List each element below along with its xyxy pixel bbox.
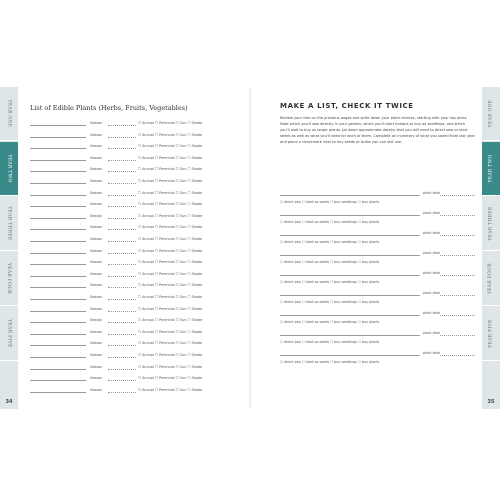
plant-type-checkboxes[interactable]: ☐ Annual ☐ Perennial ☐ Sun ☐ Shade [138, 225, 203, 230]
plan-entry [280, 290, 475, 310]
plant-row [30, 155, 245, 163]
plant-row [30, 364, 245, 372]
season-label: Season [90, 121, 103, 125]
plant-choice-line[interactable] [280, 295, 420, 296]
plant-name-line[interactable] [30, 311, 86, 312]
plant-type-checkboxes[interactable]: ☐ Annual ☐ Perennial ☐ Sun ☐ Shade [138, 318, 203, 323]
plan-entry [280, 230, 475, 250]
plant-date-line[interactable] [440, 215, 475, 216]
tab-label: YEAR FOUR [488, 262, 494, 295]
plant-date-label: plant date [423, 311, 440, 315]
plant-row [30, 224, 245, 232]
plant-row [30, 213, 245, 221]
right-page-number: 35 [487, 399, 495, 405]
plant-date-label: plant date [423, 251, 440, 255]
plant-name-line[interactable] [30, 322, 86, 323]
plant-choice-line[interactable] [280, 235, 420, 236]
season-label: Season [90, 271, 103, 276]
sowing-method-checkboxes[interactable]: ☐ direct sow ☐ start as seeds ☐ buy seedlings ☐ buy plants [280, 260, 380, 264]
plant-date-line[interactable] [440, 255, 475, 256]
season-label: Season [90, 213, 103, 218]
season-line[interactable] [108, 160, 136, 161]
book-gutter [249, 87, 251, 409]
season-line[interactable] [108, 148, 136, 149]
tab-label: YEAR TWO [6, 154, 12, 183]
plant-name-line[interactable] [30, 125, 86, 126]
plant-name-line[interactable] [30, 183, 86, 184]
season-line[interactable] [108, 299, 136, 300]
plant-date-line[interactable] [440, 275, 475, 276]
plant-type-checkboxes[interactable]: ☐ Annual ☐ Perennial ☐ Sun ☐ Shade [138, 295, 203, 299]
tab-label: YEAR ONE [6, 99, 12, 128]
season-line[interactable] [108, 229, 136, 230]
season-label: Season [90, 318, 103, 323]
left-tab-year-one[interactable] [0, 87, 18, 141]
season-line[interactable] [108, 137, 136, 138]
plant-type-checkboxes[interactable]: ☐ Annual ☐ Perennial ☐ Sun ☐ Shade [138, 190, 203, 195]
sowing-method-checkboxes[interactable]: ☐ direct sow ☐ start as seeds ☐ buy seedlings ☐ buy plants [280, 200, 380, 204]
plant-name-line[interactable] [30, 287, 86, 288]
season-line[interactable] [108, 125, 136, 126]
season-line[interactable] [108, 287, 136, 288]
plant-type-checkboxes[interactable]: ☐ Annual ☐ Perennial ☐ Sun ☐ Shade [138, 329, 203, 334]
plant-date-label: plant date [423, 271, 440, 275]
plant-name-line[interactable] [30, 206, 86, 207]
left-tab-year-two[interactable] [0, 142, 18, 196]
plant-row [30, 178, 245, 186]
plant-row [30, 271, 245, 279]
plan-entry [280, 350, 475, 370]
plant-type-checkboxes[interactable]: ☐ Annual ☐ Perennial ☐ Sun ☐ Shade [138, 341, 203, 346]
sowing-method-checkboxes[interactable]: ☐ direct sow ☐ start as seeds ☐ buy seedlings ☐ buy plants [280, 240, 380, 244]
left-year-tabs [0, 87, 18, 409]
plan-entry [280, 190, 475, 210]
plant-date-line[interactable] [440, 335, 475, 336]
plant-row [30, 201, 245, 209]
plant-name-line[interactable] [30, 369, 86, 370]
plant-type-checkboxes[interactable]: ☐ Annual ☐ Perennial ☐ Sun ☐ Shade [138, 283, 203, 288]
plant-name-line[interactable] [30, 392, 86, 393]
season-line[interactable] [108, 322, 136, 323]
left-page-number: 34 [5, 399, 13, 405]
season-line[interactable] [108, 345, 136, 346]
plant-type-checkboxes[interactable]: ☐ Annual ☐ Perennial ☐ Sun ☐ Shade [138, 167, 203, 172]
season-line[interactable] [108, 264, 136, 265]
plant-row [30, 306, 245, 314]
plant-row [30, 248, 245, 256]
plant-name-line[interactable] [30, 241, 86, 242]
plan-entry [280, 330, 475, 350]
season-label: Season [90, 376, 103, 381]
plant-row [30, 259, 245, 267]
plant-type-checkboxes[interactable]: ☐ Annual ☐ Perennial ☐ Sun ☐ Shade [138, 353, 203, 357]
plant-row [30, 132, 245, 140]
season-label: Season [90, 190, 103, 195]
left-tab-year-four[interactable] [0, 252, 18, 306]
plant-name-line[interactable] [30, 160, 86, 161]
plant-row [30, 340, 245, 348]
plant-row [30, 166, 245, 174]
plant-date-label: plant date [423, 291, 440, 295]
instructions-paragraph: Review your lists on the previous pages and write down your plant choices, starting with your top picks. Note which you'll sow directly in your garden, which you'll start indoors or buy as seedlings, and which you'll wait to buy as larger plants. Jot down approximate date(s) that you will need to direct sow or start seeds as well as what you'll need for each of them. Complete an inventory of what you saved from last year and place a checkmark next to any seeds or bulbs you can still use. [280, 116, 475, 144]
right-tab-year-five[interactable] [482, 307, 500, 361]
sowing-method-checkboxes[interactable]: ☐ direct sow ☐ start as seeds ☐ buy seedlings ☐ buy plants [280, 300, 380, 304]
plant-date-label: plant date [423, 231, 440, 235]
plan-entry [280, 250, 475, 270]
sowing-method-checkboxes[interactable]: ☐ direct sow ☐ start as seeds ☐ buy seedlings ☐ buy plants [280, 280, 380, 284]
tab-label: YEAR TWO [488, 154, 494, 183]
season-label: Season [90, 364, 103, 369]
season-line[interactable] [108, 334, 136, 335]
plant-row [30, 282, 245, 290]
plant-date-line[interactable] [440, 235, 475, 236]
plant-name-line[interactable] [30, 137, 86, 138]
plant-choice-line[interactable] [280, 275, 420, 276]
plant-name-line[interactable] [30, 357, 86, 358]
tab-label: YEAR FIVE [6, 319, 12, 348]
plant-type-checkboxes[interactable]: ☐ Annual ☐ Perennial ☐ Sun ☐ Shade [138, 155, 203, 160]
plant-row [30, 236, 245, 244]
season-line[interactable] [108, 311, 136, 312]
plant-name-line[interactable] [30, 380, 86, 381]
right-year-tabs [482, 87, 500, 409]
season-label: Season [90, 387, 103, 392]
sowing-method-checkboxes[interactable]: ☐ direct sow ☐ start as seeds ☐ buy seedlings ☐ buy plants [280, 340, 380, 344]
plant-date-line[interactable] [440, 355, 475, 356]
season-label: Season [90, 329, 103, 334]
right-tab-year-two[interactable] [482, 142, 500, 196]
season-line[interactable] [108, 357, 136, 358]
right-page-title: MAKE A LIST, CHECK IT TWICE [280, 102, 414, 110]
season-line[interactable] [108, 392, 136, 393]
plant-type-checkboxes[interactable]: ☐ Annual ☐ Perennial ☐ Sun ☐ Shade [138, 213, 203, 218]
plant-row [30, 352, 245, 360]
plant-row [30, 375, 245, 383]
plant-type-checkboxes[interactable]: ☐ Annual ☐ Perennial ☐ Sun ☐ Shade [138, 376, 203, 381]
season-line[interactable] [108, 380, 136, 381]
plant-name-line[interactable] [30, 171, 86, 172]
book-spread [0, 87, 500, 409]
plant-choice-line[interactable] [280, 315, 420, 316]
plant-type-checkboxes[interactable]: ☐ Annual ☐ Perennial ☐ Sun ☐ Shade [138, 306, 203, 311]
plant-choice-line[interactable] [280, 355, 420, 356]
season-label: Season [90, 306, 103, 311]
plant-type-checkboxes[interactable]: ☐ Annual ☐ Perennial ☐ Sun ☐ Shade [138, 179, 203, 183]
plant-type-checkboxes[interactable]: ☐ Annual ☐ Perennial ☐ Sun ☐ Shade [138, 121, 203, 125]
sowing-method-checkboxes[interactable]: ☐ direct sow ☐ start as seeds ☐ buy seedlings ☐ buy plants [280, 320, 380, 324]
season-line[interactable] [108, 171, 136, 172]
plant-date-label: plant date [423, 191, 440, 195]
plant-name-line[interactable] [30, 299, 86, 300]
season-label: Season [90, 283, 103, 288]
season-label: Season [90, 353, 103, 357]
plant-type-checkboxes[interactable]: ☐ Annual ☐ Perennial ☐ Sun ☐ Shade [138, 271, 203, 276]
plant-type-checkboxes[interactable]: ☐ Annual ☐ Perennial ☐ Sun ☐ Shade [138, 248, 203, 253]
season-line[interactable] [108, 206, 136, 207]
season-label: Season [90, 202, 103, 207]
plant-type-checkboxes[interactable]: ☐ Annual ☐ Perennial ☐ Sun ☐ Shade [138, 364, 203, 369]
tab-label: YEAR THREE [488, 206, 494, 241]
season-line[interactable] [108, 195, 136, 196]
plant-date-line[interactable] [440, 295, 475, 296]
plant-name-line[interactable] [30, 253, 86, 254]
season-label: Season [90, 237, 103, 241]
right-tab-year-three[interactable] [482, 197, 500, 251]
season-line[interactable] [108, 241, 136, 242]
plant-type-checkboxes[interactable]: ☐ Annual ☐ Perennial ☐ Sun ☐ Shade [138, 202, 203, 207]
plant-choice-line[interactable] [280, 215, 420, 216]
season-label: Season [90, 248, 103, 253]
plant-choice-line[interactable] [280, 255, 420, 256]
sowing-method-checkboxes[interactable]: ☐ direct sow ☐ start as seeds ☐ buy seedlings ☐ buy plants [280, 220, 380, 224]
plant-type-checkboxes[interactable]: ☐ Annual ☐ Perennial ☐ Sun ☐ Shade [138, 387, 203, 392]
tab-label: YEAR THREE [6, 206, 12, 241]
plant-name-line[interactable] [30, 195, 86, 196]
season-label: Season [90, 225, 103, 230]
plan-entry [280, 270, 475, 290]
plan-entry [280, 210, 475, 230]
plant-name-line[interactable] [30, 334, 86, 335]
plant-type-checkboxes[interactable]: ☐ Annual ☐ Perennial ☐ Sun ☐ Shade [138, 132, 203, 137]
tab-label: YEAR FIVE [488, 319, 494, 348]
season-label: Season [90, 167, 103, 172]
plan-entry [280, 310, 475, 330]
season-label: Season [90, 132, 103, 137]
plant-name-line[interactable] [30, 229, 86, 230]
plant-row [30, 294, 245, 302]
season-label: Season [90, 341, 103, 346]
plant-name-line[interactable] [30, 218, 86, 219]
plant-row [30, 329, 245, 337]
season-line[interactable] [108, 183, 136, 184]
right-tab-year-four[interactable] [482, 252, 500, 306]
left-tab-year-three[interactable] [0, 197, 18, 251]
plant-row [30, 143, 245, 151]
season-label: Season [90, 179, 103, 183]
left-tab-year-five[interactable] [0, 307, 18, 361]
season-line[interactable] [108, 369, 136, 370]
tab-label: YEAR FOUR [6, 262, 12, 295]
plant-type-checkboxes[interactable]: ☐ Annual ☐ Perennial ☐ Sun ☐ Shade [138, 144, 203, 149]
plant-date-line[interactable] [440, 195, 475, 196]
season-label: Season [90, 295, 103, 299]
season-line[interactable] [108, 218, 136, 219]
plant-row [30, 120, 245, 128]
plant-row [30, 387, 245, 395]
season-line[interactable] [108, 253, 136, 254]
plant-date-label: plant date [423, 211, 440, 215]
left-page-title: List of Edible Plants (Herbs, Fruits, Vegetables) [30, 104, 188, 112]
plant-date-label: plant date [423, 351, 440, 355]
plant-name-line[interactable] [30, 264, 86, 265]
plant-choice-line[interactable] [280, 335, 420, 336]
season-label: Season [90, 144, 103, 149]
plant-date-label: plant date [423, 331, 440, 335]
plant-name-line[interactable] [30, 345, 86, 346]
season-label: Season [90, 260, 103, 265]
sowing-method-checkboxes[interactable]: ☐ direct sow ☐ start as seeds ☐ buy seedlings ☐ buy plants [280, 360, 380, 364]
plant-row [30, 190, 245, 198]
plant-name-line[interactable] [30, 276, 86, 277]
plant-date-line[interactable] [440, 315, 475, 316]
tab-label: YEAR ONE [488, 99, 494, 128]
season-label: Season [90, 155, 103, 160]
plant-row [30, 317, 245, 325]
right-tab-year-one[interactable] [482, 87, 500, 141]
season-line[interactable] [108, 276, 136, 277]
plant-type-checkboxes[interactable]: ☐ Annual ☐ Perennial ☐ Sun ☐ Shade [138, 260, 203, 265]
plant-name-line[interactable] [30, 148, 86, 149]
plant-type-checkboxes[interactable]: ☐ Annual ☐ Perennial ☐ Sun ☐ Shade [138, 237, 203, 241]
plant-choice-line[interactable] [280, 195, 420, 196]
